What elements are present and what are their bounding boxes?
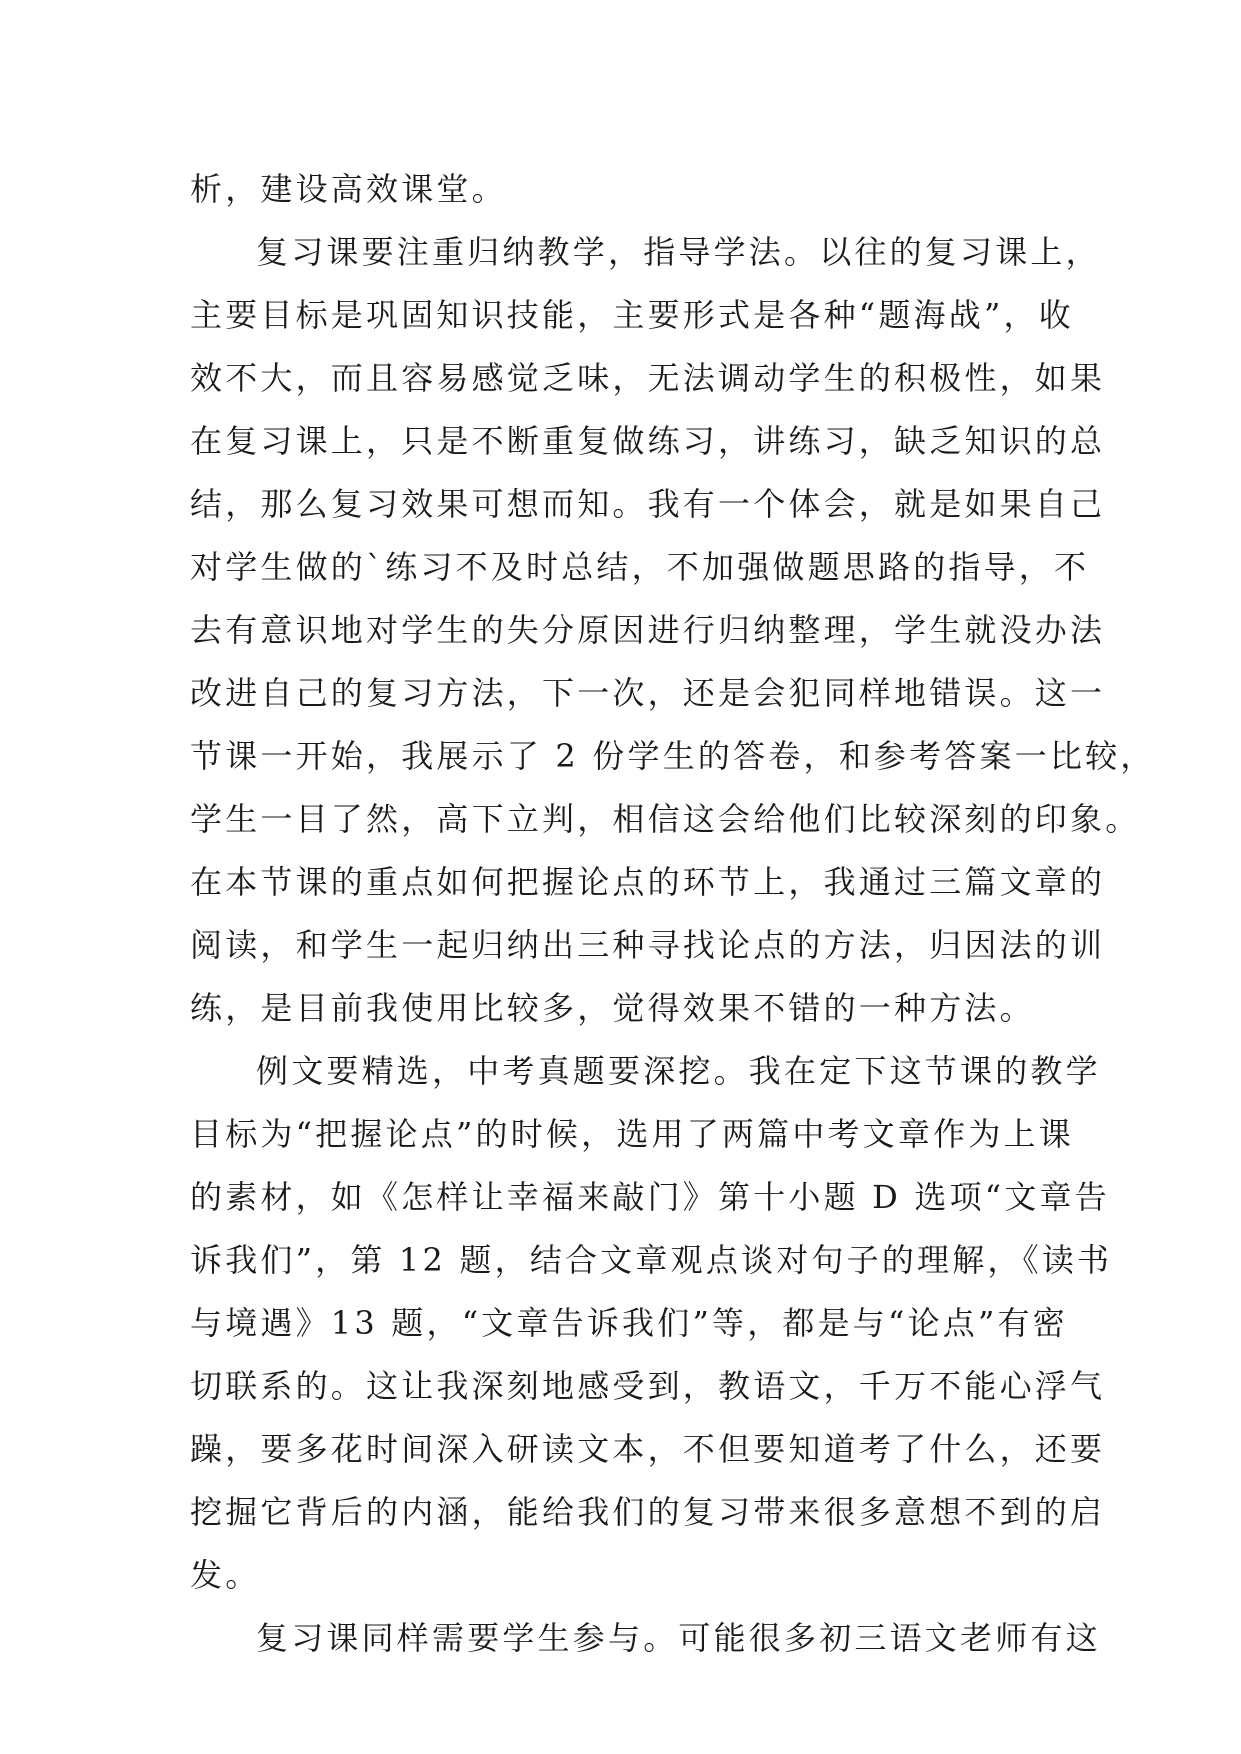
text-line: 阅读，和学生一起归纳出三种寻找论点的方法，归因法的训 — [190, 926, 1106, 964]
paragraph-start-line: 例文要精选，中考真题要深挖。我在定下这节课的教学 — [256, 1052, 1101, 1090]
text-line: 对学生做的`练习不及时总结，不加强做题思路的指导，不 — [190, 548, 1090, 586]
paragraph-start-line: 复习课要注重归纳教学，指导学法。以往的复习课上， — [256, 233, 1101, 271]
text-line: 改进自己的复习方法，下一次，还是会犯同样地错误。这一 — [190, 674, 1106, 712]
text-line: 的素材，如《怎样让幸福来敲门》第十小题 D 选项“文章告 — [190, 1178, 1110, 1216]
text-line: 切联系的。这让我深刻地感受到，教语文，千万不能心浮气 — [190, 1367, 1106, 1405]
text-line: 学生一目了然，高下立判，相信这会给他们比较深刻的印象。 — [190, 800, 1141, 838]
text-line: 去有意识地对学生的失分原因进行归纳整理，学生就没办法 — [190, 611, 1106, 649]
paragraph-start-line: 复习课同样需要学生参与。可能很多初三语文老师有这 — [256, 1619, 1101, 1657]
text-line: 目标为“把握论点”的时候，选用了两篇中考文章作为上课 — [190, 1115, 1074, 1153]
body-text — [190, 158, 1156, 1670]
text-line: 节课一开始，我展示了 2 份学生的答卷，和参考答案一比较， — [190, 737, 1156, 775]
text-line: 诉我们”，第 12 题，结合文章观点谈对句子的理解，《读书 — [190, 1241, 1113, 1279]
text-line: 在本节课的重点如何把握论点的环节上，我通过三篇文章的 — [190, 863, 1106, 901]
text-line: 躁，要多花时间深入研读文本，不但要知道考了什么，还要 — [190, 1430, 1106, 1468]
text-line: 析，建设高效课堂。 — [190, 170, 507, 208]
text-line: 在复习课上，只是不断重复做练习，讲练习，缺乏知识的总 — [190, 422, 1106, 460]
text-line: 结，那么复习效果可想而知。我有一个体会，就是如果自己 — [190, 485, 1106, 523]
text-line: 挖掘它背后的内涵，能给我们的复习带来很多意想不到的启 — [190, 1493, 1106, 1531]
text-line: 与境遇》13 题，“文章告诉我们”等，都是与“论点”有密 — [190, 1304, 1068, 1342]
text-line: 发。 — [190, 1556, 261, 1594]
text-line: 主要目标是巩固知识技能，主要形式是各种“题海战”，收 — [190, 296, 1074, 334]
text-line: 效不大，而且容易感觉乏味，无法调动学生的积极性，如果 — [190, 359, 1106, 397]
text-line: 练，是目前我使用比较多，觉得效果不错的一种方法。 — [190, 989, 1035, 1027]
